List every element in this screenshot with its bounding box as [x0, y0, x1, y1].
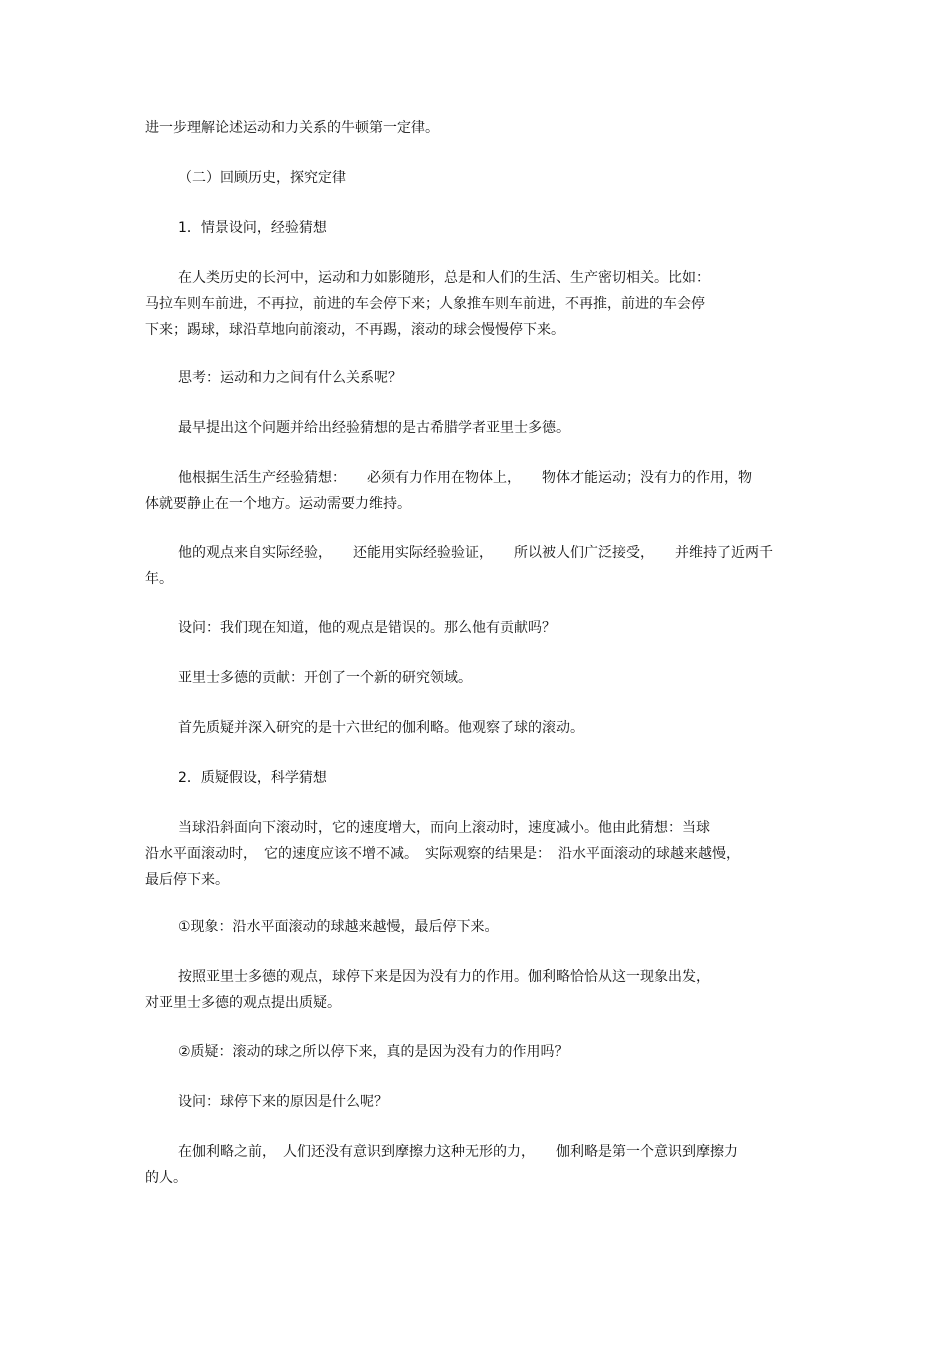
paragraph-aristotle [145, 415, 805, 441]
subsection-heading-1 [145, 215, 805, 241]
text-line: 亚里士多德的贡献：开创了一个新的研究领域。 [178, 670, 472, 686]
section-heading [145, 165, 805, 191]
text-line: 2．质疑假设，科学猜想 [178, 770, 327, 786]
text-line: 下来；踢球，球沿草地向前滚动，不再踢，滚动的球会慢慢停下来。 [145, 322, 565, 338]
text-line: 首先质疑并深入研究的是十六世纪的伽利略。他观察了球的滚动。 [178, 720, 584, 736]
text-line: 最后停下来。 [145, 872, 229, 888]
paragraph-intro [145, 115, 805, 141]
paragraph-doubt-origin [145, 964, 805, 1016]
text-line: 思考：运动和力之间有什么关系呢？ [178, 370, 402, 386]
text-line: 进一步理解论述运动和力关系的牛顿第一定律。 [145, 120, 439, 136]
text-line: 当球沿斜面向下滚动时，它的速度增大，而向上滚动时，速度减小。他由此猜想：当球 [178, 820, 710, 836]
text-line: 设问：球停下来的原因是什么呢？ [178, 1094, 388, 1110]
text-line: ①现象：沿水平面滚动的球越来越慢，最后停下来。 [178, 919, 499, 935]
text-line: ②质疑：滚动的球之所以停下来，真的是因为没有力的作用吗？ [178, 1044, 569, 1060]
paragraph-incline [145, 815, 805, 893]
subsection-heading-2 [145, 765, 805, 791]
text-line: 在人类历史的长河中，运动和力如影随形，总是和人们的生活、生产密切相关。比如： [178, 270, 710, 286]
text-line: 他的观点来自实际经验， 还能用实际经验验证， 所以被人们广泛接受， 并维持了近两千 [178, 545, 773, 561]
paragraph-galileo [145, 715, 805, 741]
paragraph-examples [145, 265, 805, 343]
paragraph-question [145, 615, 805, 641]
text-line: 体就要静止在一个地方。运动需要力维持。 [145, 496, 411, 512]
text-line: 的人。 [145, 1170, 187, 1186]
text-line: 最早提出这个问题并给出经验猜想的是古希腊学者亚里士多德。 [178, 420, 570, 436]
paragraph-friction [145, 1139, 805, 1191]
paragraph-contribution [145, 665, 805, 691]
text-line: 马拉车则车前进，不再拉，前进的车会停下来；人象推车则车前进，不再推，前进的车会停 [145, 296, 705, 312]
paragraph-think [145, 365, 805, 391]
paragraph-phenomenon [145, 914, 805, 940]
text-line: 年。 [145, 571, 173, 587]
text-line: 对亚里士多德的观点提出质疑。 [145, 995, 341, 1011]
text-line: 1．情景设问，经验猜想 [178, 220, 327, 236]
paragraph-doubt [145, 1039, 805, 1065]
text-line: 他根据生活生产经验猜想： 必须有力作用在物体上， 物体才能运动；没有力的作用，物 [178, 470, 752, 486]
text-line: 设问：我们现在知道，他的观点是错误的。那么他有贡献吗？ [178, 620, 556, 636]
text-line: 沿水平面滚动时， 它的速度应该不增不减。 实际观察的结果是： 沿水平面滚动的球越来越慢， [145, 846, 740, 862]
text-line: 在伽利略之前， 人们还没有意识到摩擦力这种无形的力， 伽利略是第一个意识到摩擦力 [178, 1144, 738, 1160]
text-line: （二）回顾历史，探究定律 [178, 170, 346, 186]
paragraph-acceptance [145, 540, 805, 592]
paragraph-reason-question [145, 1089, 805, 1115]
paragraph-hypothesis [145, 465, 805, 517]
text-line: 按照亚里士多德的观点，球停下来是因为没有力的作用。伽利略恰恰从这一现象出发， [178, 969, 710, 985]
